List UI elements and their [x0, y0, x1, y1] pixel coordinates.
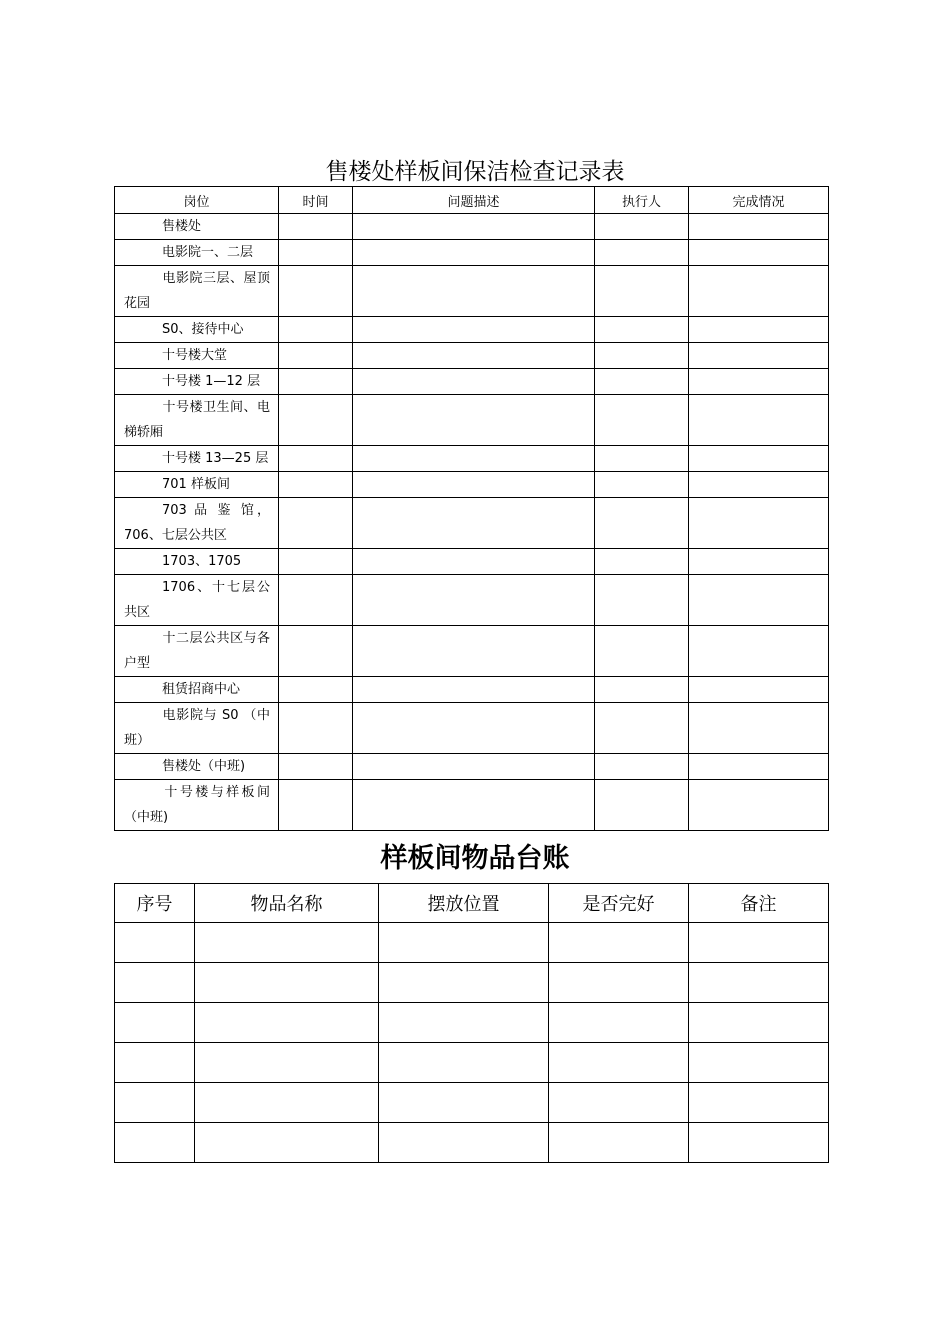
table-row	[115, 472, 829, 498]
table-row	[115, 1123, 829, 1163]
status-cell[interactable]	[689, 266, 829, 317]
status-cell[interactable]	[689, 472, 829, 498]
post-label: 1706、十七层公共区	[124, 580, 270, 620]
status-cell[interactable]	[689, 677, 829, 703]
post-cell	[115, 472, 279, 498]
table-row	[115, 1043, 829, 1083]
item-name-cell[interactable]	[195, 1043, 379, 1083]
header-issue-description: 问题描述	[353, 187, 595, 214]
post-cell	[115, 754, 279, 780]
serial-cell[interactable]	[115, 1083, 195, 1123]
post-cell	[115, 369, 279, 395]
post-label: 十二层公共区与各户型	[124, 631, 270, 671]
item-name-cell[interactable]	[195, 923, 379, 963]
post-cell	[115, 240, 279, 266]
executor-cell[interactable]	[595, 240, 689, 266]
serial-cell[interactable]	[115, 923, 195, 963]
status-cell[interactable]	[689, 317, 829, 343]
issue-cell[interactable]	[353, 575, 595, 626]
post-cell	[115, 317, 279, 343]
item-name-cell[interactable]	[195, 1123, 379, 1163]
executor-cell[interactable]	[595, 549, 689, 575]
issue-cell[interactable]	[353, 677, 595, 703]
issue-cell[interactable]	[353, 498, 595, 549]
executor-cell[interactable]	[595, 472, 689, 498]
remarks-cell[interactable]	[689, 923, 829, 963]
time-cell[interactable]	[279, 369, 353, 395]
placement-cell[interactable]	[379, 1043, 549, 1083]
time-cell[interactable]	[279, 549, 353, 575]
serial-cell[interactable]	[115, 1043, 195, 1083]
issue-cell[interactable]	[353, 240, 595, 266]
post-label: 租赁招商中心	[162, 682, 241, 697]
intact-cell[interactable]	[549, 1123, 689, 1163]
post-cell	[115, 395, 279, 446]
table-row	[115, 343, 829, 369]
executor-cell[interactable]	[595, 575, 689, 626]
serial-cell[interactable]	[115, 1003, 195, 1043]
placement-cell[interactable]	[379, 923, 549, 963]
post-label: 十号楼 13—25 层	[162, 451, 269, 466]
executor-cell[interactable]	[595, 317, 689, 343]
post-label: 十号楼卫生间、电梯轿厢	[124, 400, 270, 440]
post-label: 售楼处	[162, 219, 202, 234]
header-time: 时间	[279, 187, 353, 214]
ledger-title: 样板间物品台账	[380, 843, 570, 874]
intact-cell[interactable]	[549, 1043, 689, 1083]
time-cell[interactable]	[279, 575, 353, 626]
status-cell[interactable]	[689, 498, 829, 549]
post-cell	[115, 626, 279, 677]
post-label: 701 样板间	[162, 477, 230, 492]
table-header-row	[115, 884, 829, 923]
status-cell[interactable]	[689, 343, 829, 369]
table-row	[115, 317, 829, 343]
post-label: 703 品 鉴 馆，706、七层公共区	[124, 503, 270, 543]
issue-cell[interactable]	[353, 317, 595, 343]
time-cell[interactable]	[279, 343, 353, 369]
intact-cell[interactable]	[549, 923, 689, 963]
table-row	[115, 1083, 829, 1123]
table-row	[115, 575, 829, 626]
post-label: 十号楼与样板间（中班)	[124, 785, 270, 825]
time-cell[interactable]	[279, 446, 353, 472]
table-row	[115, 780, 829, 831]
time-cell[interactable]	[279, 498, 353, 549]
table-row	[115, 369, 829, 395]
item-ledger-table	[114, 883, 829, 1163]
issue-cell[interactable]	[353, 446, 595, 472]
inspection-title: 售楼处样板间保洁检查记录表	[325, 159, 625, 185]
time-cell[interactable]	[279, 754, 353, 780]
issue-cell[interactable]	[353, 549, 595, 575]
post-cell	[115, 780, 279, 831]
header-remarks: 备注	[689, 884, 829, 923]
table-row	[115, 1003, 829, 1043]
table-row	[115, 214, 829, 240]
header-item-name: 物品名称	[195, 884, 379, 923]
placement-cell[interactable]	[379, 1003, 549, 1043]
executor-cell[interactable]	[595, 214, 689, 240]
time-cell[interactable]	[279, 240, 353, 266]
post-label: S0、接待中心	[162, 322, 244, 337]
post-cell	[115, 703, 279, 754]
placement-cell[interactable]	[379, 1083, 549, 1123]
time-cell[interactable]	[279, 677, 353, 703]
placement-cell[interactable]	[379, 1123, 549, 1163]
table-row	[115, 549, 829, 575]
header-executor: 执行人	[595, 187, 689, 214]
header-serial-no: 序号	[115, 884, 195, 923]
status-cell[interactable]	[689, 549, 829, 575]
remarks-cell[interactable]	[689, 1083, 829, 1123]
time-cell[interactable]	[279, 626, 353, 677]
remarks-cell[interactable]	[689, 963, 829, 1003]
status-cell[interactable]	[689, 780, 829, 831]
intact-cell[interactable]	[549, 1003, 689, 1043]
table-row	[115, 923, 829, 963]
remarks-cell[interactable]	[689, 1003, 829, 1043]
status-cell[interactable]	[689, 446, 829, 472]
issue-cell[interactable]	[353, 266, 595, 317]
header-intact: 是否完好	[549, 884, 689, 923]
post-label: 电影院与 S0 （中班）	[124, 708, 270, 748]
post-cell	[115, 498, 279, 549]
issue-cell[interactable]	[353, 754, 595, 780]
item-name-cell[interactable]	[195, 1003, 379, 1043]
time-cell[interactable]	[279, 472, 353, 498]
post-cell	[115, 549, 279, 575]
executor-cell[interactable]	[595, 626, 689, 677]
post-label: 十号楼 1—12 层	[162, 374, 261, 389]
status-cell[interactable]	[689, 240, 829, 266]
post-label: 十号楼大堂	[162, 348, 228, 363]
placement-cell[interactable]	[379, 963, 549, 1003]
table-row	[115, 677, 829, 703]
header-post: 岗位	[115, 187, 279, 214]
executor-cell[interactable]	[595, 343, 689, 369]
issue-cell[interactable]	[353, 472, 595, 498]
post-cell	[115, 446, 279, 472]
time-cell[interactable]	[279, 266, 353, 317]
item-name-cell[interactable]	[195, 1083, 379, 1123]
table-header-row	[115, 187, 829, 214]
item-name-cell[interactable]	[195, 963, 379, 1003]
inspection-record-table	[114, 186, 829, 831]
table-row	[115, 626, 829, 677]
table-row	[115, 446, 829, 472]
table-row	[115, 266, 829, 317]
time-cell[interactable]	[279, 317, 353, 343]
post-cell	[115, 343, 279, 369]
status-cell[interactable]	[689, 395, 829, 446]
table-row	[115, 963, 829, 1003]
executor-cell[interactable]	[595, 395, 689, 446]
status-cell[interactable]	[689, 626, 829, 677]
issue-cell[interactable]	[353, 214, 595, 240]
issue-cell[interactable]	[353, 343, 595, 369]
executor-cell[interactable]	[595, 703, 689, 754]
time-cell[interactable]	[279, 703, 353, 754]
table-row	[115, 754, 829, 780]
header-completion-status: 完成情况	[689, 187, 829, 214]
status-cell[interactable]	[689, 754, 829, 780]
table-row	[115, 395, 829, 446]
executor-cell[interactable]	[595, 754, 689, 780]
header-placement: 摆放位置	[379, 884, 549, 923]
table-row	[115, 498, 829, 549]
post-cell	[115, 677, 279, 703]
executor-cell[interactable]	[595, 266, 689, 317]
serial-cell[interactable]	[115, 963, 195, 1003]
time-cell[interactable]	[279, 395, 353, 446]
post-cell	[115, 214, 279, 240]
status-cell[interactable]	[689, 575, 829, 626]
status-cell[interactable]	[689, 703, 829, 754]
issue-cell[interactable]	[353, 626, 595, 677]
post-label: 1703、1705	[162, 554, 242, 569]
post-label: 售楼处（中班)	[162, 759, 246, 774]
remarks-cell[interactable]	[689, 1043, 829, 1083]
table-row	[115, 240, 829, 266]
post-label: 电影院一、二层	[162, 245, 254, 260]
issue-cell[interactable]	[353, 369, 595, 395]
executor-cell[interactable]	[595, 677, 689, 703]
post-label: 电影院三层、屋顶花园	[124, 271, 270, 311]
status-cell[interactable]	[689, 369, 829, 395]
intact-cell[interactable]	[549, 963, 689, 1003]
issue-cell[interactable]	[353, 780, 595, 831]
status-cell[interactable]	[689, 214, 829, 240]
time-cell[interactable]	[279, 214, 353, 240]
post-cell	[115, 266, 279, 317]
intact-cell[interactable]	[549, 1083, 689, 1123]
remarks-cell[interactable]	[689, 1123, 829, 1163]
executor-cell[interactable]	[595, 446, 689, 472]
executor-cell[interactable]	[595, 369, 689, 395]
issue-cell[interactable]	[353, 703, 595, 754]
executor-cell[interactable]	[595, 498, 689, 549]
post-cell	[115, 575, 279, 626]
issue-cell[interactable]	[353, 395, 595, 446]
time-cell[interactable]	[279, 780, 353, 831]
serial-cell[interactable]	[115, 1123, 195, 1163]
table-row	[115, 703, 829, 754]
executor-cell[interactable]	[595, 780, 689, 831]
